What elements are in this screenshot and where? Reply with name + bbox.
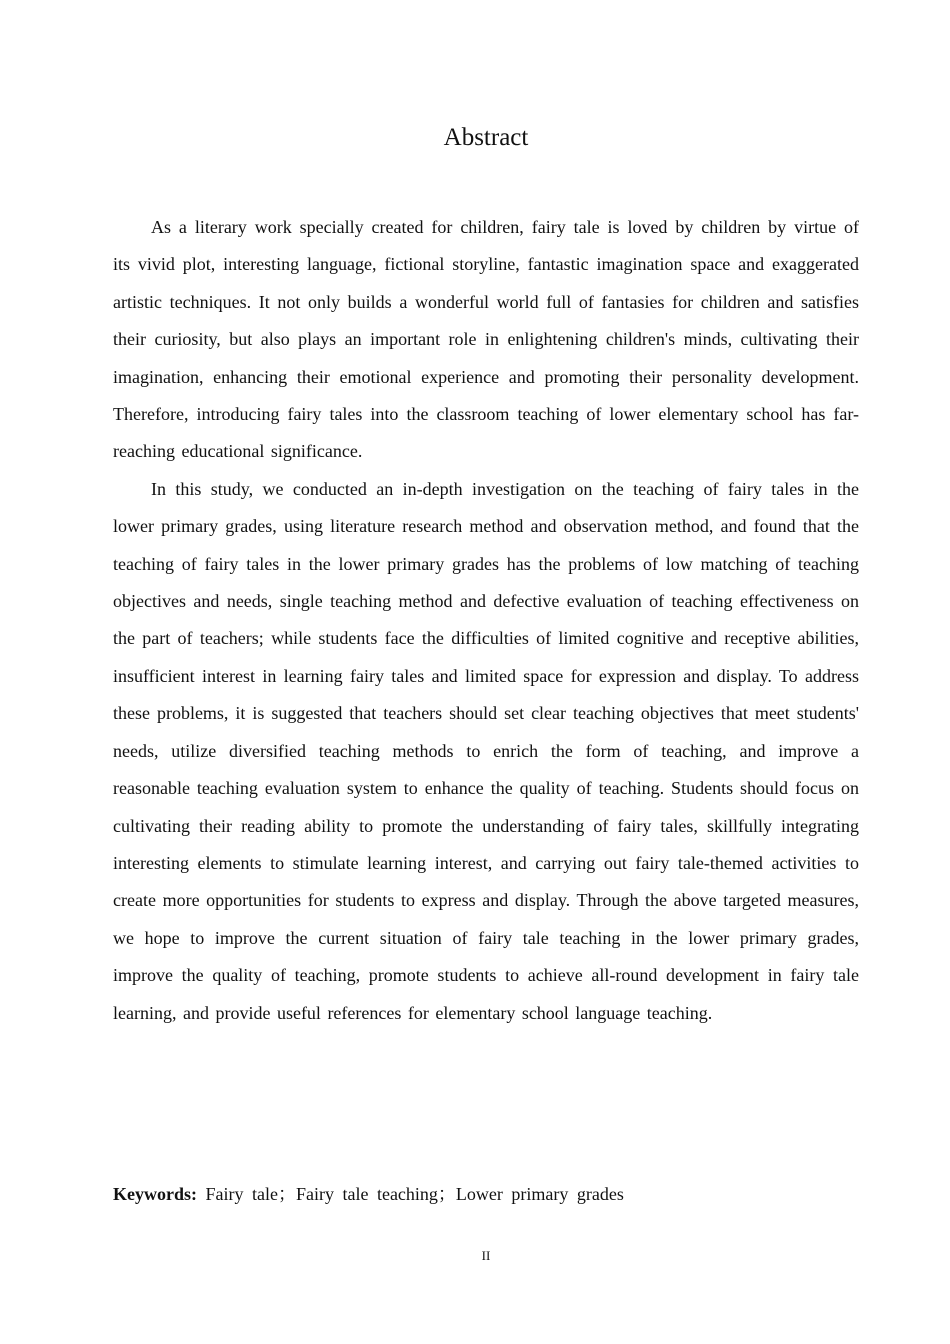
page-number: II (481, 1248, 491, 1263)
keywords-label: Keywords: (113, 1184, 197, 1204)
abstract-body (113, 209, 859, 1032)
abstract-paragraph-2: In this study, we conducted an in-depth investigation on the teaching of fairy tales in the lower primary grades, using literature research method and observation method, and found that the teaching of fairy tales in the lower primary grades has the problems of low matching of teaching objectives and needs, single teaching method and defective evaluation of teaching effectiveness on the part of teachers; while students face the difficulties of limited cognitive and receptive abilities, insufficient interest in learning fairy tales and limited space for expression and display. To address these problems, it is suggested that teachers should set clear teaching objectives that meet students' needs, utilize diversified teaching methods to enrich the form of teaching, and improve a reasonable teaching evaluation system to enhance the quality of teaching. Students should focus on cultivating their reading ability to promote the understanding of fairy tales, skillfully integrating interesting elements to stimulate learning interest, and carrying out fairy tale-themed activities to create more opportunities for students to express and display. Through the above targeted measures, we hope to improve the current situation of fairy tale teaching in the lower primary grades, improve the quality of teaching, promote students to achieve all-round development in fairy tale learning, and provide useful references for elementary school language teaching. (113, 478, 859, 1023)
page-title: Abstract (443, 124, 529, 151)
abstract-paragraph-1: As a literary work specially created for children, fairy tale is loved by children by virtue of its vivid plot, interesting language, fictional storyline, fantastic imagination space and exaggerated artistic techniques. It not only builds a wonderful world full of fantasies for children and satisfies their curiosity, but also plays an important role in enlightening children's minds, cultivating their imagination, enhancing their emotional experience and promoting their personality development. Therefore, introducing fairy tales into the classroom teaching of lower elementary school has far-reaching educational significance. (113, 217, 859, 462)
keywords-text: Fairy tale；Fairy tale teaching；Lower primary grades (205, 1184, 624, 1204)
keywords-line (113, 1180, 859, 1208)
